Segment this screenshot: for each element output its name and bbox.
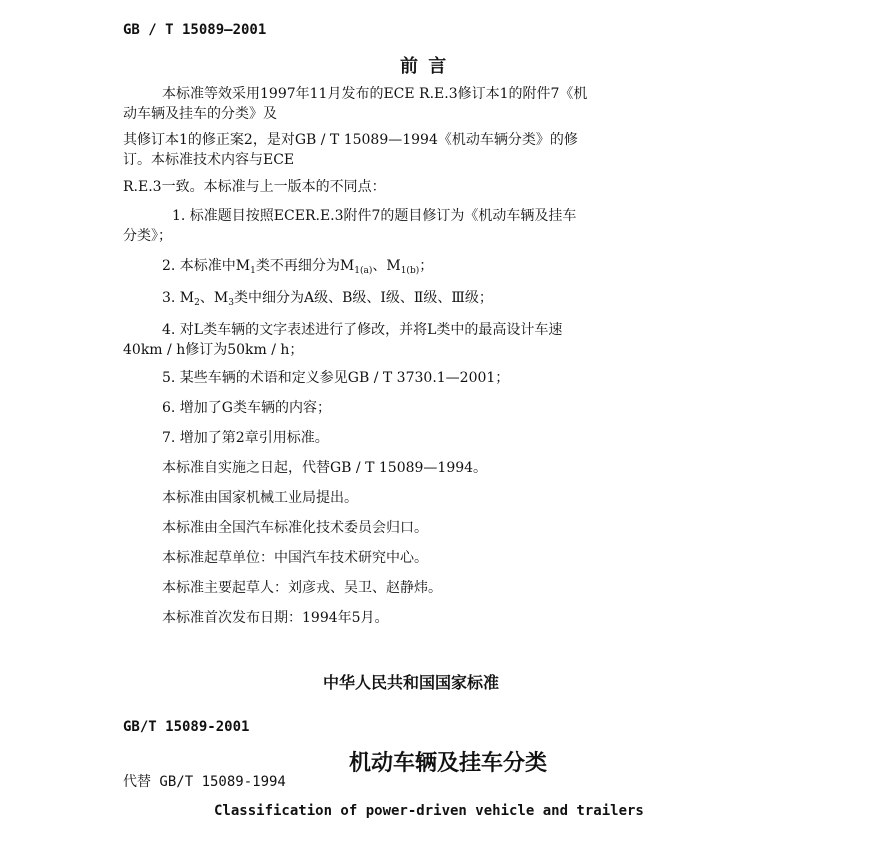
standard-english-title: Classification of power-driven vehicle and trailers (214, 803, 644, 819)
paragraph-line: 其修订本1的修正案2，是对GB / T 15089—1994《机动车辆分类》的修 (123, 132, 578, 148)
subscript: 1(a) (354, 266, 373, 276)
text-segment: ； (419, 258, 434, 274)
text-segment: 、M (199, 290, 229, 306)
text-segment: 3. M (162, 290, 195, 306)
list-item-5: 5. 某些车辆的术语和定义参见GB / T 3730.1—2001； (162, 370, 510, 386)
list-item-1: 1. 标准题目按照ECER.E.3附件7的题目修订为《机动车辆及挂车 (172, 208, 577, 224)
national-standard-title: 中华人民共和国国家标准 (323, 673, 500, 692)
statement-proposed-by: 本标准由国家机械工业局提出。 (162, 490, 358, 506)
subscript: 2 (194, 298, 200, 308)
subscript: 1 (250, 266, 256, 276)
paragraph-line: R.E.3一致。本标准与上一版本的不同点： (123, 179, 386, 195)
subscript: 3 (228, 298, 234, 308)
statement-first-issue-date: 本标准首次发布日期：1994年5月。 (162, 610, 389, 626)
paragraph-line: 动车辆及挂车的分类》及 (123, 106, 277, 122)
text-segment: 、M (372, 258, 401, 274)
list-item-4: 4. 对L类车辆的文字表述进行了修改，并将L类中的最高设计车速 (162, 322, 563, 338)
text-segment: 2. 本标准中M (162, 258, 251, 274)
replaces-standard: 代替 GB/T 15089-1994 (123, 774, 286, 790)
header-standard-code: GB / T 15089—2001 (123, 22, 267, 38)
statement-drafters: 本标准主要起草人：刘彦戎、吴卫、赵静炜。 (162, 580, 442, 596)
statement-drafting-unit: 本标准起草单位：中国汽车技术研究中心。 (162, 550, 428, 566)
standard-chinese-title: 机动车辆及挂车分类 (349, 750, 548, 776)
list-item-4-continued: 40km / h修订为50km / h； (123, 342, 304, 358)
paragraph-line: 本标准等效采用1997年11月发布的ECE R.E.3修订本1的附件7《机 (162, 86, 588, 102)
list-item-7: 7. 增加了第2章引用标准。 (162, 430, 329, 446)
subscript: 1(b) (400, 266, 420, 276)
statement-centralized-by: 本标准由全国汽车标准化技术委员会归口。 (162, 520, 428, 536)
paragraph-line: 订。本标准技术内容与ECE (123, 152, 295, 168)
list-item-2 (162, 256, 433, 281)
statement-replaces: 本标准自实施之日起，代替GB / T 15089—1994。 (162, 460, 488, 476)
list-item-6: 6. 增加了G类车辆的内容； (162, 400, 331, 416)
preface-title: 前 言 (400, 56, 449, 77)
list-item-1-continued: 分类》； (123, 228, 172, 244)
text-segment: 类不再细分为M (255, 258, 355, 274)
standard-code: GB/T 15089-2001 (123, 719, 250, 735)
list-item-3 (162, 288, 493, 313)
text-segment: 类中细分为A级、B级、Ⅰ级、Ⅱ级、Ⅲ级； (233, 290, 493, 306)
